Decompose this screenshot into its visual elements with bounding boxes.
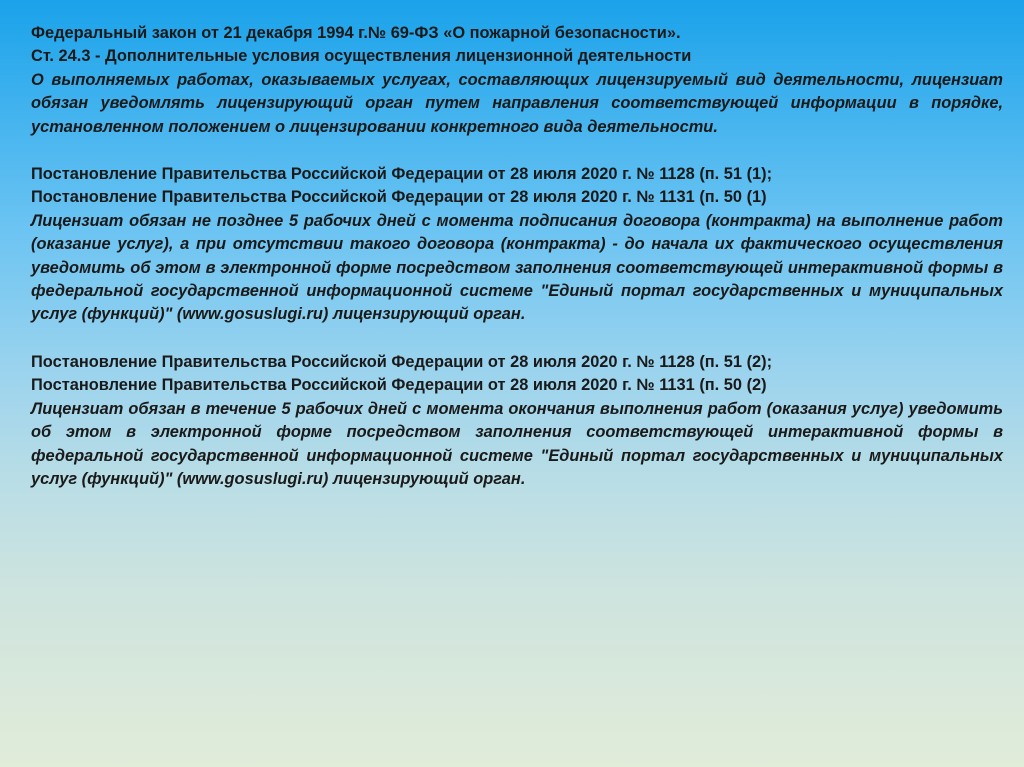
article-title: Ст. 24.3 - Дополнительные условия осуществления лицензионной деятельности [31,47,692,66]
resolution-1128-p51-2: Постановление Правительства Российской Федерации от 28 июля 2020 г. № 1128 (п. 51 (2); [31,352,773,371]
block-resolution-1 [31,163,1003,327]
federal-law-title: Федеральный закон от 21 декабря 1994 г.№ 69-ФЗ «О пожарной безопасности». [31,24,681,42]
block-resolution-2 [31,351,1003,491]
article-text: О выполняемых работах, оказываемых услугах, составляющих лицензируемый вид деятельности, лицензиат обязан уведомлять лицензирующий орган путем направления соответствующей информации в порядке, установленном положением о лицензировании конкретного вида деятельности. [31,70,1003,136]
resolution-1131-p50-2: Постановление Правительства Российской Федерации от 28 июля 2020 г. № 1131 (п. 50 (2) [31,376,767,395]
resolution-2-text: Лицензиат обязан в течение 5 рабочих дней с момента окончания выполнения работ (оказания услуг) уведомить об этом в электронной форме посредством заполнения соответствующей интерактивной формы в федеральной государственной информационной системе "Единый портал государственных и муниципальных услуг (функций)" (www.gosuslugi.ru) лицензирующий орган. [31,399,1003,488]
resolution-1-text: Лицензиат обязан не позднее 5 рабочих дней с момента подписания договора (контракта) на выполнение работ (оказание услуг), а при отсутствии такого договора (контракта) - до начала их фактического осуществления уведомить об этом в электронной форме посредством заполнения соответствующей интерактивной формы в федеральной государственной информационной системе "Единый портал государственных и муниципальных услуг (функций)" (www.gosuslugi.ru) лицензирующий орган. [31,211,1003,324]
block-federal-law [31,22,1003,139]
slide-content [31,22,1003,515]
resolution-1131-p50-1: Постановление Правительства Российской Федерации от 28 июля 2020 г. № 1131 (п. 50 (1) [31,188,767,207]
resolution-1128-p51-1: Постановление Правительства Российской Федерации от 28 июля 2020 г. № 1128 (п. 51 (1); [31,165,773,184]
